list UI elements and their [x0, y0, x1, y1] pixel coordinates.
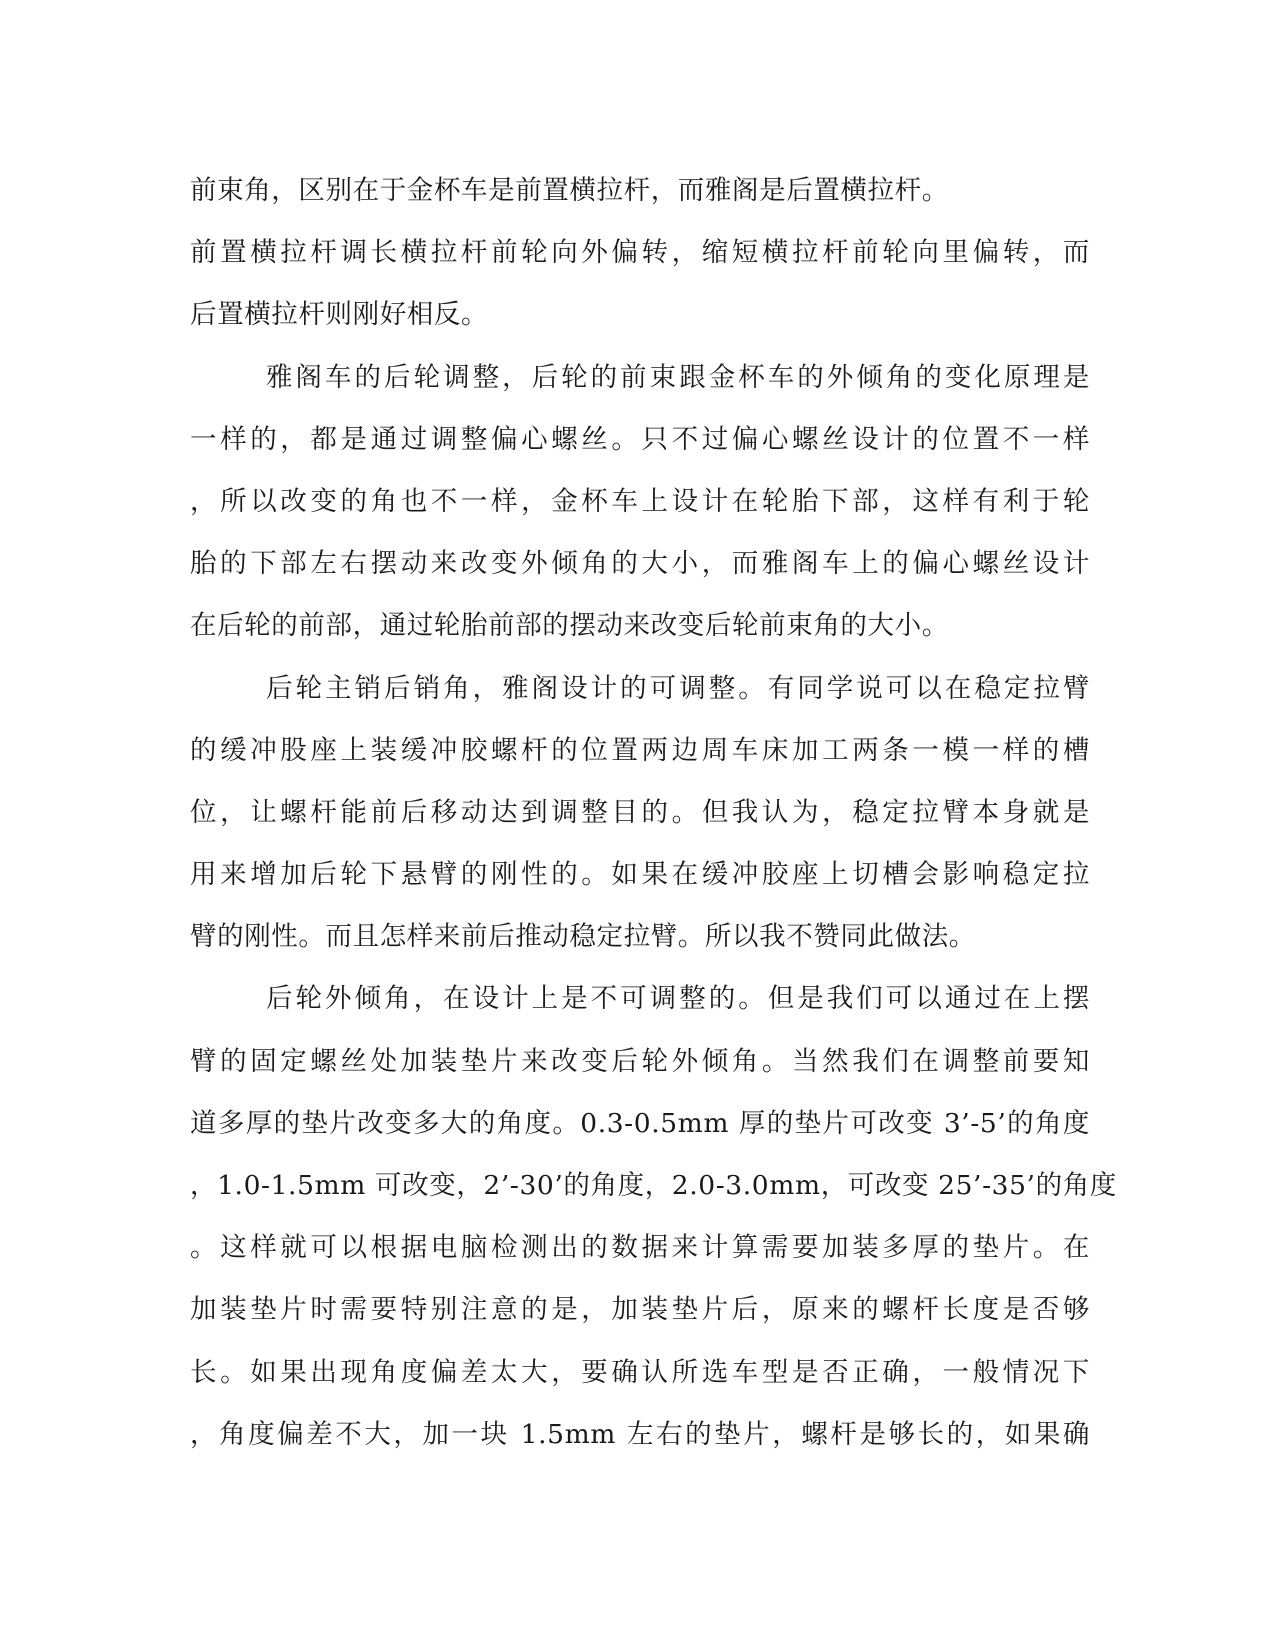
text-line-18: 。这样就可以根据电脑检测出的数据来计算需要加装多厚的垫片。在 — [190, 1232, 1090, 1264]
text-line-19: 加装垫片时需要特别注意的是，加装垫片后，原来的螺杆长度是否够 — [190, 1294, 1090, 1326]
text-line-3: 后置横拉杆则刚好相反。 — [190, 299, 489, 331]
text-line-17: ，1.0-1.5mm 可改变，2’-30’的角度，2.0-3.0mm，可改变 25’-35’的角度 — [190, 1170, 1117, 1201]
text-line-4: 雅阁车的后轮调整，后轮的前束跟金杯车的外倾角的变化原理是 — [266, 361, 1090, 393]
body-text — [190, 160, 1117, 1466]
text-line-9: 后轮主销后销角，雅阁设计的可调整。有同学说可以在稳定拉臂 — [266, 672, 1090, 704]
text-line-15: 臂的固定螺丝处加装垫片来改变后轮外倾角。当然我们在调整前要知 — [190, 1045, 1090, 1077]
text-line-16: 道多厚的垫片改变多大的角度。0.3-0.5mm 厚的垫片可改变 3’-5’的角度 — [190, 1107, 1090, 1139]
text-line-11: 位，让螺杆能前后移动达到调整目的。但我认为，稳定拉臂本身就是 — [190, 796, 1090, 828]
text-line-6: ，所以改变的角也不一样，金杯车上设计在轮胎下部，这样有利于轮 — [190, 485, 1090, 517]
text-line-12: 用来增加后轮下悬臂的刚性的。如果在缓冲胶座上切槽会影响稳定拉 — [190, 859, 1090, 891]
text-line-2: 前置横拉杆调长横拉杆前轮向外偏转，缩短横拉杆前轮向里偏转，而 — [190, 237, 1090, 269]
text-line-5: 一样的，都是通过调整偏心螺丝。只不过偏心螺丝设计的位置不一样 — [190, 423, 1090, 455]
text-line-10: 的缓冲股座上装缓冲胶螺杆的位置两边周车床加工两条一模一样的槽 — [190, 734, 1090, 766]
text-line-1: 前束角，区别在于金杯车是前置横拉杆，而雅阁是后置横拉杆。 — [190, 175, 949, 206]
text-line-20: 长。如果出现角度偏差太大，要确认所选车型是否正确，一般情况下 — [190, 1356, 1090, 1388]
text-line-21: ，角度偏差不大，加一块 1.5mm 左右的垫片，螺杆是够长的，如果确 — [190, 1418, 1090, 1450]
text-line-8: 在后轮的前部，通过轮胎前部的摆动来改变后轮前束角的大小。 — [190, 610, 949, 642]
text-line-7: 胎的下部左右摆动来改变外倾角的大小，而雅阁车上的偏心螺丝设计 — [190, 548, 1090, 580]
text-line-14: 后轮外倾角，在设计上是不可调整的。但是我们可以通过在上摆 — [266, 983, 1090, 1015]
text-line-13: 臂的刚性。而且怎样来前后推动稳定拉臂。所以我不赞同此做法。 — [190, 921, 976, 953]
